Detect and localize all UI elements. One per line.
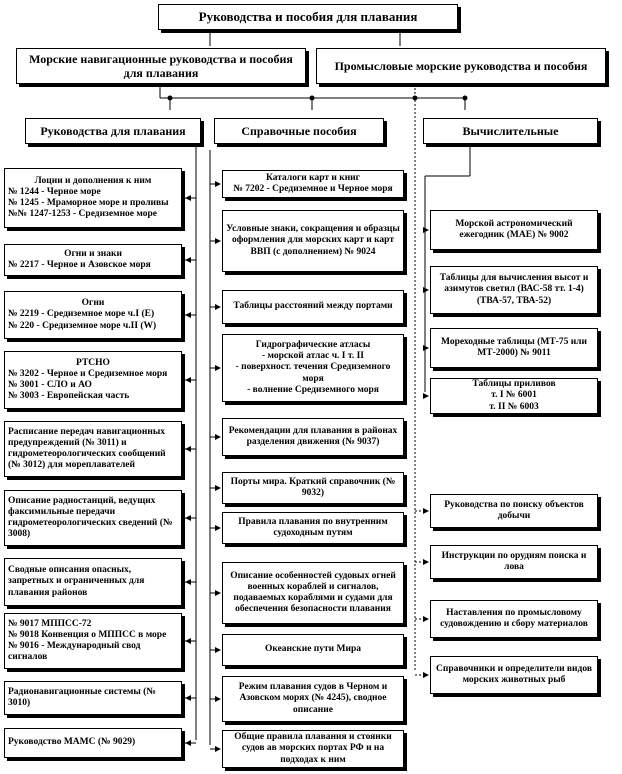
item-line: - поверхност. течения Средиземного моря [235, 362, 391, 384]
item-text [226, 571, 400, 616]
item-line: № 220 - Средиземное море ч.II (W) [8, 320, 157, 331]
sailing-item [4, 613, 182, 669]
item-text [434, 219, 594, 241]
item-line: Океанские пути Мира [264, 644, 362, 655]
sailing-item [4, 728, 182, 758]
fishing-label: Промысловые морские руководства и пособия [334, 58, 588, 73]
item-line: № 3003 - Европейская часть [8, 391, 130, 402]
reference-item [222, 472, 404, 504]
item-text [8, 427, 178, 472]
reference-item [222, 634, 404, 666]
computational-item [430, 210, 598, 250]
item-text [434, 500, 594, 522]
item-line: Порты мира. Краткий справочник (№ 9032) [230, 476, 396, 498]
item-line: Справочники и определители видов морских животных рыб [436, 663, 592, 685]
computational-item [430, 328, 598, 368]
column-sailing [25, 118, 201, 144]
item-line: Морской астрономический ежегодник (МАЕ) № 9002 [455, 218, 573, 240]
item-line: № 1245 - Мраморное море и проливы [8, 198, 169, 208]
item-line: Наставления по промысловому судовождению и сбору материалов [440, 607, 588, 629]
item-line: Руководство МАМС (№ 9029) [8, 737, 136, 748]
item-line: № 9018 Конвенция о МППСС в море [8, 629, 167, 640]
item-line: Расписание передач навигационных предупреждений (№ 3011) и гидрометеорологических сообщений (№ 3012) для мореплавателей [8, 426, 166, 471]
fishing-box [316, 48, 606, 84]
marine-label: Морские навигационные руководства и пособия для плавания [29, 51, 293, 80]
item-title: Каталоги карт и книг [265, 172, 360, 183]
sailing-item [4, 490, 182, 546]
item-line: №№ 1247-1253 - Средиземное море [8, 209, 157, 220]
computational-item [430, 378, 598, 414]
arrow-head [423, 393, 429, 399]
item-line: Условные знаки, сокращения и образцы оформления для морских карт и карт ВВП (с дополнением) № 9024 [226, 224, 400, 257]
item-text [8, 619, 178, 664]
sailing-item [4, 681, 182, 715]
item-line: № 9017 МППСС-72 [8, 618, 92, 629]
item-title: Огни [81, 298, 105, 309]
item-text [8, 687, 178, 709]
item-text [8, 249, 178, 271]
item-title: Огни и знаки [64, 248, 122, 259]
item-line: Мореходные таблицы (МТ-75 или МТ-2000) № 9011 [441, 336, 587, 358]
item-text [8, 565, 178, 599]
fishing-item [430, 656, 598, 694]
column-sailing-label: Руководства для плавания [40, 123, 186, 138]
reference-item [222, 676, 404, 722]
arrow-head [423, 227, 429, 233]
item-line: Сводные описания опасных, запретных и ограниченных для плавания районов [8, 565, 145, 598]
sailing-item [4, 168, 182, 228]
reference-item [222, 334, 404, 402]
item-text [8, 737, 178, 748]
root-box [158, 4, 458, 30]
item-text [8, 176, 178, 221]
reference-item [222, 730, 404, 768]
sailing-item [4, 244, 182, 276]
item-line: № 7202 - Средиземное и Черное моря [233, 184, 393, 194]
item-text [233, 301, 392, 312]
arrow-head [423, 287, 429, 293]
reference-item [222, 290, 404, 324]
item-text [226, 732, 400, 766]
fishing-item [430, 600, 598, 638]
item-line: Таблицы для вычисления высот и азимутов светил (ВАС-58 тт. 1-4) (ТВА-57, ТВА-52) [439, 273, 589, 306]
sailing-item [4, 558, 182, 606]
computational-item [430, 266, 598, 314]
reference-item [222, 170, 404, 198]
item-text [8, 358, 178, 403]
reference-item [222, 562, 404, 624]
item-text [226, 426, 400, 448]
item-title: Таблицы приливов [472, 379, 556, 390]
column-computational [423, 118, 598, 144]
item-line: Описание особенностей судовых огней военных кораблей и сигналов, подаваемых кораблями и судами для обеспечения безопасности плавания [230, 570, 396, 615]
fishing-item [430, 545, 598, 579]
item-text [226, 477, 400, 499]
item-line: Правила плавания по внутренним судоходным путям [238, 516, 388, 538]
item-line: - морской атлас ч. I т. II [262, 351, 364, 362]
item-text [434, 337, 594, 359]
item-text [8, 496, 178, 541]
item-line: Описание радиостанций, ведущих факсимильные передачи гидрометеорологических сведений (№ 3008) [8, 495, 173, 540]
column-reference-label: Справочные пособия [241, 123, 357, 138]
item-line: Таблицы расстояний между портами [233, 301, 393, 312]
reference-item [222, 512, 404, 544]
reference-item [222, 210, 404, 272]
item-text [233, 173, 392, 195]
item-text [226, 517, 400, 539]
sailing-item [4, 291, 182, 339]
item-line: - волнение Средиземного моря [247, 384, 379, 395]
item-line: № 2219 - Средиземное море ч.I (E) [8, 309, 155, 320]
item-text [265, 644, 361, 655]
item-title: Гидрографические атласы [255, 339, 371, 350]
item-text [472, 379, 555, 413]
item-line: Инструкции по орудиям поиска и лова [441, 550, 587, 572]
item-line: Режим плавания судов в Черном и Азовском морях (№ 4245), сводное описание [238, 682, 388, 715]
root-label: Руководства и пособия для плавания [198, 9, 418, 25]
item-line: № 3202 - Черное и Средиземное моря [8, 368, 168, 379]
column-computational-label: Вычислительные [462, 123, 559, 138]
sailing-item [4, 351, 182, 409]
item-title: Лоции и дополнения к ним [34, 175, 152, 186]
item-line: № 3001 - СЛО и АО [8, 380, 92, 390]
item-title: РТСНО [76, 357, 110, 368]
item-text [8, 298, 178, 332]
item-line: Радионавигационные системы (№ 3010) [8, 686, 156, 708]
item-text [226, 340, 400, 396]
fishing-item [430, 494, 598, 528]
item-line: № 2217 - Черное и Азовское моря [8, 260, 151, 270]
item-text [226, 224, 400, 258]
item-line: Руководства по поиску объектов добычи [444, 499, 584, 521]
reference-item [222, 418, 404, 456]
marine-box [16, 48, 306, 84]
item-line: Рекомендации для плавания в районах разделения движения (№ 9037) [228, 425, 398, 447]
item-line: № 1244 - Черное море [8, 186, 101, 197]
sailing-item [4, 421, 182, 477]
item-text [434, 551, 594, 573]
item-text [226, 682, 400, 716]
item-line: т. II № 6003 [489, 401, 539, 412]
item-line: т. I № 6001 [491, 390, 537, 401]
item-text [434, 664, 594, 686]
item-line: Общие правила плавания и стоянки судов ав морских портах РФ и на подходах к ним [234, 732, 392, 765]
item-text [434, 608, 594, 630]
item-line: № 9016 - Международный свод сигналов [8, 641, 141, 663]
arrow-head [423, 345, 429, 351]
item-text [434, 273, 594, 307]
column-reference [214, 118, 384, 144]
